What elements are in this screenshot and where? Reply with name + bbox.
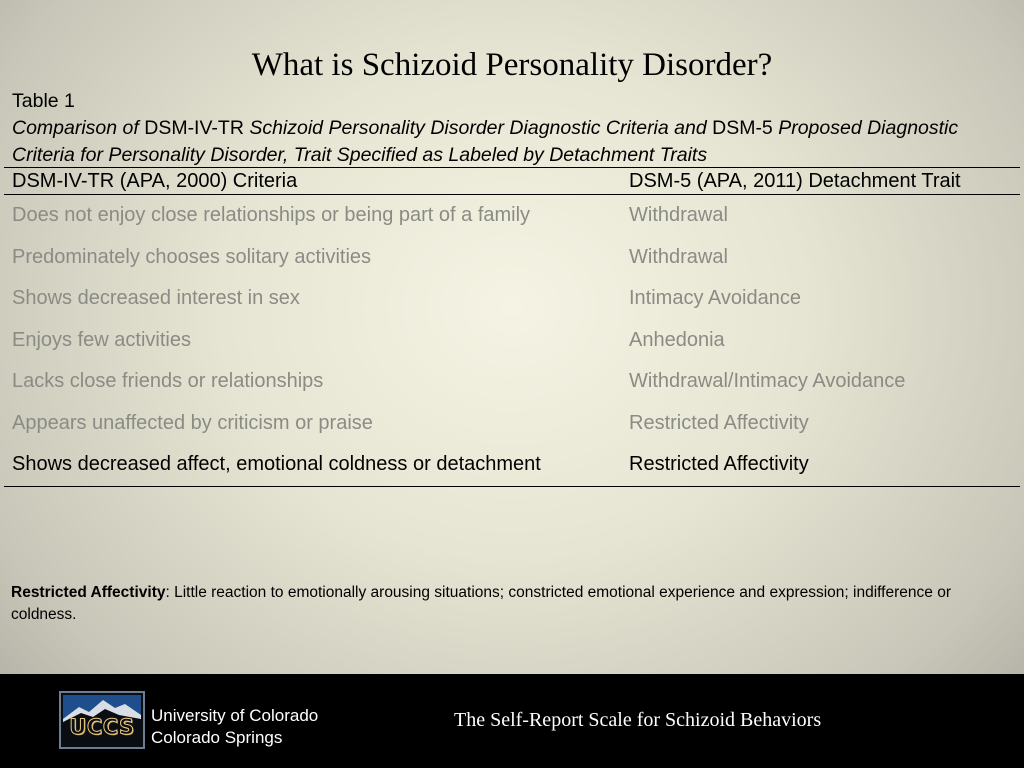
- slide-title: What is Schizoid Personality Disorder?: [251, 47, 773, 83]
- table-row: [4, 278, 1020, 320]
- criterion-cell: Predominately chooses solitary activities: [12, 245, 372, 268]
- trait-cell: Intimacy Avoidance: [629, 287, 801, 309]
- university-line-2: Colorado Springs: [151, 728, 283, 747]
- university-name: [151, 705, 318, 749]
- trait-cell: Withdrawal/Intimacy Avoidance: [629, 370, 906, 392]
- table-label: Table 1: [12, 90, 75, 112]
- slide-footer: [0, 674, 1024, 768]
- criterion-cell: Shows decreased affect, emotional coldness or detachment: [4, 444, 621, 486]
- table-row: [4, 320, 1020, 362]
- definition-term: Restricted Affectivity: [11, 584, 166, 601]
- uccs-logo: [59, 691, 145, 749]
- caption-part-4: DSM-5: [712, 117, 773, 139]
- caption-part-3: Schizoid Personality Disorder Diagnostic Criteria and: [243, 117, 713, 139]
- table-description: [12, 115, 1017, 169]
- criterion-cell: Enjoys few activities: [12, 328, 191, 351]
- trait-cell: Withdrawal: [629, 245, 728, 268]
- trait-cell: Withdrawal: [629, 204, 728, 226]
- criterion-cell: Lacks close friends or relationships: [12, 370, 324, 392]
- column-header-dsm-iv-tr: DSM-IV-TR (APA, 2000) Criteria: [4, 168, 621, 195]
- criterion-cell: Shows decreased interest in sex: [12, 287, 300, 309]
- presentation-title: The Self-Report Scale for Schizoid Behaviors: [454, 709, 822, 731]
- table-header-row: [4, 168, 1020, 195]
- column-header-dsm-5: DSM-5 (APA, 2011) Detachment Trait: [621, 168, 1020, 195]
- caption-part-1: Comparison of: [12, 117, 145, 139]
- table-row: [4, 403, 1020, 445]
- definition-text: : Little reaction to emotionally arousing situations; constricted emotional experience and expression; indifference or coldness.: [11, 584, 951, 623]
- criterion-cell: Does not enjoy close relationships or being part of a family: [12, 204, 531, 226]
- table-row: [4, 195, 1020, 237]
- caption-part-5: Proposed Diagnostic Criteria for Personality Disorder, Trait Specified as Labeled by Detachment Traits: [12, 117, 959, 166]
- table-caption: [12, 88, 1017, 169]
- trait-cell: Restricted Affectivity: [621, 444, 1020, 486]
- trait-cell: Anhedonia: [629, 328, 725, 351]
- criterion-cell: Appears unaffected by criticism or praise: [12, 411, 373, 434]
- comparison-table: [4, 167, 1020, 487]
- logo-wordmark: UCCS: [69, 715, 135, 739]
- definition-note: [11, 582, 1016, 626]
- table-row: [4, 361, 1020, 403]
- university-line-1: University of Colorado: [151, 706, 319, 725]
- table-row: [4, 237, 1020, 279]
- trait-cell: Restricted Affectivity: [629, 411, 809, 434]
- caption-part-2: DSM-IV-TR: [144, 117, 244, 139]
- table-row-highlighted: [4, 444, 1020, 486]
